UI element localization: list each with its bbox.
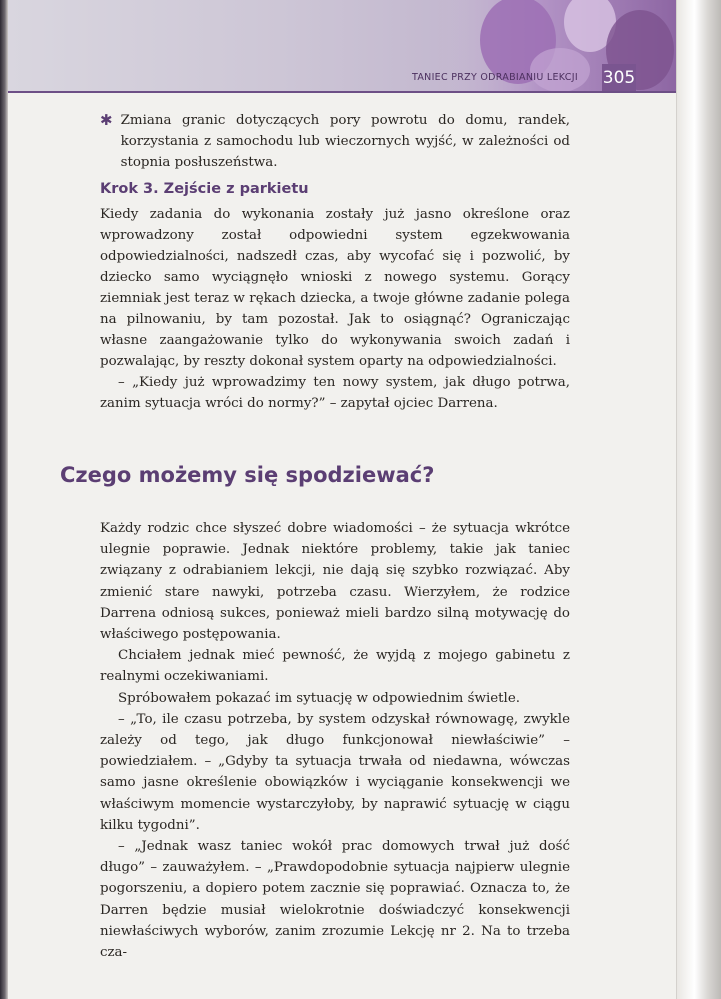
section-paragraph: Spróbowałem pokazać im sytuację w odpowiednim świetle.	[118, 690, 521, 706]
section-paragraph: – „Jednak wasz taniec wokół prac domowych trwał już dość długo” – zauważyłem. – „Prawdopodobnie sytuacja najpierw ulegnie pogorszeniu, a dopiero potem zacznie się poprawiać. Oznacza to, że Darren będzie musiał wielokrotnie doświadczyć konsekwencji niewłaściwych wyborów, zanim zrozumie Lekcję nr 2. Na to trzeba cza-	[100, 839, 570, 961]
step-paragraph: Kiedy zadania do wykonania zostały już jasno określone oraz wprowadzony został odpowiedni system egzekwowania odpowiedzialności, nadszedł czas, aby wycofać się i pozwolić, by dziecko samo wyciągnęło wnioski z nowego systemu. Gorący ziemniak jest teraz w rękach dziecka, a twoje główne zadanie polega na pilnowaniu, by tam pozostał. Jak to osiągnąć? Ograniczając własne zaangażowanie tylko do wykonywania swoich zadań i pozwalając, by reszty dokonał system oparty na odpowiedzialności.	[100, 207, 570, 369]
step-quote: – „Kiedy już wprowadzimy ten nowy system, jak długo potrwa, zanim sytuacja wróci do normy?” – zapytał ojciec Darrena.	[100, 375, 570, 411]
asterisk-bullet-icon: ✱	[100, 111, 113, 129]
header-rule	[8, 91, 688, 93]
page-right-edge	[676, 0, 721, 999]
running-head: TANIEC PRZY ODRABIANIU LEKCJI	[412, 72, 578, 83]
section-heading: Czego możemy się spodziewać?	[60, 463, 435, 487]
section-paragraph: Każdy rodzic chce słyszeć dobre wiadomości – że sytuacja wkrótce ulegnie poprawie. Jednak niektóre problemy, takie jak taniec związany z odrabianiem lekcji, nie dają się szybko rozwiązać. Aby zmienić stare nawyki, potrzeba czasu. Wierzyłem, że rodzice Darrena odniosą sukces, ponieważ mieli bardzo silną motywację do właściwego postępowania.	[100, 521, 570, 643]
scanner-shadow-edge	[0, 0, 8, 999]
section-text-block	[100, 518, 570, 963]
bullet-item	[100, 110, 570, 173]
page-number: 305	[602, 64, 636, 91]
bullet-text: Zmiana granic dotyczących pory powrotu do domu, randek, korzystania z samochodu lub wieczornych wyjść, w zależności od stopnia posłuszeństwa.	[120, 113, 570, 170]
section-paragraph: Chciałem jednak mieć pewność, że wyjdą z mojego gabinetu z realnymi oczekiwaniami.	[100, 648, 570, 685]
step-heading: Krok 3. Zejście z parkietu	[100, 181, 309, 197]
section-paragraph: – „To, ile czasu potrzeba, by system odzyskał równowagę, zwykle zależy od tego, jak długo funkcjonował niewłaściwie” – powiedziałem. – „Gdyby ta sytuacja trwała od niedawna, wówczas samo jasne określenie obowiązków i wyciąganie konsekwencji we właściwym momencie wystarczyłoby, by naprawić sytuację w ciągu kilku tygodni”.	[100, 711, 570, 833]
main-text-block	[100, 110, 570, 414]
